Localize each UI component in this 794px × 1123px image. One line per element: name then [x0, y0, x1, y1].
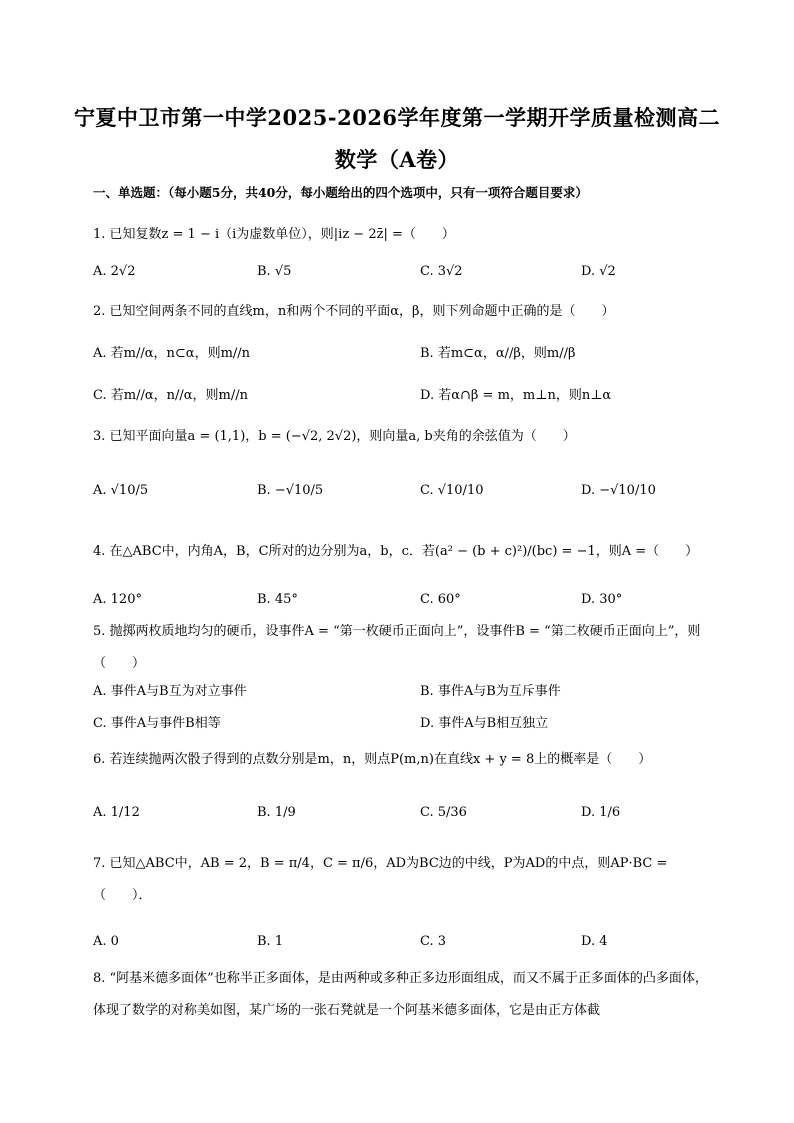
- question-4: 4. 在△ABC中，内角A，B，C所对的边分别为a，b，c．若(a² − (b + c)²)/(bc) = −1，则A =（ ）: [93, 544, 699, 559]
- q2-option-d: D. 若α∩β = m，m⊥n，则n⊥α: [420, 388, 612, 403]
- q3-option-a: A. √10/5: [93, 483, 149, 498]
- q7-option-c: C. 3: [420, 934, 447, 949]
- question-3: 3. 已知平面向量a = (1,1)，b = (−√2, 2√2)，则向量a, b夹角的余弦值为（ ）: [93, 429, 576, 444]
- q3-option-d: D. −√10/10: [581, 483, 656, 498]
- q4-option-b: B. 45°: [257, 592, 298, 607]
- q5-option-a: A. 事件A与B互为对立事件: [93, 684, 247, 699]
- q1-option-b: B. √5: [257, 264, 292, 279]
- q1-stem: 1. 已知复数z = 1 − i（i为虚数单位），则|iz − 2z̄| =（ ）: [93, 227, 455, 242]
- q7-option-b: B. 1: [257, 934, 284, 949]
- section-heading: 一、单选题：（每小题5分，共40分，每小题给出的四个选项中，只有一项符合题目要求）: [93, 185, 588, 200]
- exam-subtitle: 数学（A卷）: [334, 147, 460, 172]
- q1-option-a: A. 2√2: [93, 264, 136, 279]
- question-1: [93, 226, 455, 244]
- question-7: 7. 已知△ABC中，AB = 2，B = π/4，C = π/6，AD为BC边的中线，P为AD的中点，则AP·BC =（ ）．: [93, 856, 668, 903]
- question-6: 6. 若连续抛两次骰子得到的点数分别是m，n，则点P(m,n)在直线x + y = 8上的概率是（ ）: [93, 752, 652, 767]
- exam-title: 宁夏中卫市第一中学2025-2026学年度第一学期开学质量检测高二: [73, 105, 721, 130]
- question-8: 8. “阿基米德多面体”也称半正多面体，是由两种或多种正多边形面组成，而又不属于正多面体的凸多面体，体现了数学的对称美如图，某广场的一张石凳就是一个阿基米德多面体，它是由正方体截: [93, 971, 708, 1018]
- q6-option-c: C. 5/36: [420, 805, 467, 820]
- q4-option-d: D. 30°: [581, 592, 623, 607]
- q4-option-a: A. 120°: [93, 592, 142, 607]
- q6-option-a: A. 1/12: [93, 805, 140, 820]
- q2-option-a: A. 若m//α，n⊂α，则m//n: [93, 346, 251, 361]
- q4-option-c: C. 60°: [420, 592, 461, 607]
- q3-option-c: C. √10/10: [420, 483, 484, 498]
- q7-option-a: A. 0: [93, 934, 119, 949]
- q3-option-b: B. −√10/5: [257, 483, 324, 498]
- q2-option-c: C. 若m//α，n//α，则m//n: [93, 388, 248, 403]
- q5-option-c: C. 事件A与事件B相等: [93, 716, 221, 731]
- q7-option-d: D. 4: [581, 934, 608, 949]
- q5-option-d: D. 事件A与B相互独立: [420, 716, 549, 731]
- q6-option-b: B. 1/9: [257, 805, 296, 820]
- q2-option-b: B. 若m⊂α，α//β，则m//β: [420, 346, 576, 361]
- question-2: 2. 已知空间两条不同的直线m，n和两个不同的平面α，β，则下列命题中正确的是（ ）: [93, 304, 615, 319]
- q1-option-d: D. √2: [581, 264, 616, 279]
- question-5: 5. 抛掷两枚质地均匀的硬币，设事件A = “第一枚硬币正面向上”，设事件B = “第二枚硬币正面向上”，则（ ）: [93, 624, 701, 671]
- q1-option-c: C. 3√2: [420, 264, 463, 279]
- q6-option-d: D. 1/6: [581, 805, 621, 820]
- q5-option-b: B. 事件A与B为互斥事件: [420, 684, 561, 699]
